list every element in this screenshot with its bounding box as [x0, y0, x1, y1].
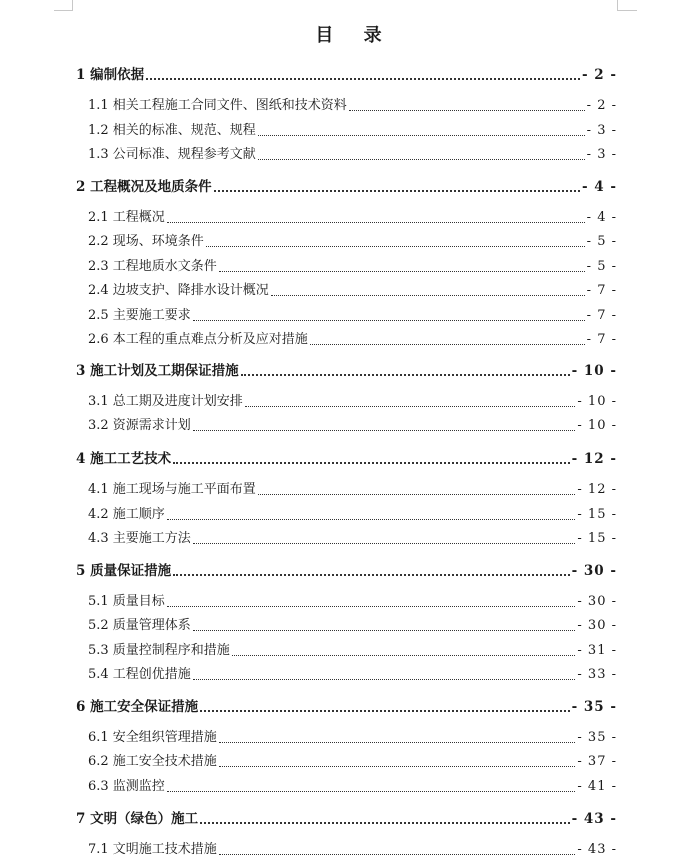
toc-entry-label: 2.6 本工程的重点难点分析及应对措施 — [88, 332, 308, 347]
toc-subsection-4-3[interactable] — [88, 530, 617, 548]
toc-entry-label: 5 质量保证措施 — [76, 563, 172, 579]
toc-entry-label: 1.1 相关工程施工合同文件、图纸和技术资料 — [88, 98, 347, 113]
dot-leader — [200, 822, 570, 824]
dot-leader — [200, 710, 570, 712]
dot-leader — [193, 430, 576, 431]
toc-entry-label: 4.2 施工顺序 — [88, 507, 165, 522]
crop-mark-top-right-horizontal — [617, 10, 637, 11]
dot-leader — [214, 190, 580, 192]
toc-entry-label: 7 文明（绿色）施工 — [76, 811, 199, 827]
dot-leader — [167, 791, 576, 792]
toc-page-number: - 15 - — [577, 507, 617, 522]
toc-page-number: - 2 - — [586, 98, 617, 113]
toc-page-number: - 30 - — [577, 618, 617, 633]
toc-page-number: - 33 - — [577, 667, 617, 682]
toc-page-number: - 43 - — [571, 811, 617, 827]
toc-entry-label: 2.1 工程概况 — [88, 210, 165, 225]
toc-subsection-2-2[interactable] — [88, 233, 617, 251]
toc-subsection-7-1[interactable] — [88, 841, 617, 859]
toc-page-number: - 15 - — [577, 531, 617, 546]
toc-page-number: - 30 - — [571, 563, 617, 579]
toc-subsection-2-3[interactable] — [88, 258, 617, 276]
toc-subsection-1-3[interactable] — [88, 146, 617, 164]
toc-entry-label: 6 施工安全保证措施 — [76, 699, 199, 715]
toc-subsection-3-2[interactable] — [88, 417, 617, 435]
dot-leader — [193, 679, 576, 680]
crop-mark-top-left-horizontal — [54, 10, 73, 11]
dot-leader — [219, 766, 576, 767]
toc-page-number: - 31 - — [577, 643, 617, 658]
toc-page-number: - 43 - — [577, 842, 617, 857]
toc-entry-label: 5.2 质量管理体系 — [88, 618, 191, 633]
toc-entry-label: 7.1 文明施工技术措施 — [88, 842, 217, 857]
toc-entry-label: 6.3 监测监控 — [88, 779, 165, 794]
toc-entry-label: 3 施工计划及工期保证措施 — [76, 363, 239, 379]
toc-section-1[interactable] — [76, 66, 617, 84]
toc-entry-label: 2 工程概况及地质条件 — [76, 179, 212, 195]
toc-entry-label: 5.4 工程创优措施 — [88, 667, 191, 682]
toc-section-3[interactable] — [76, 362, 617, 380]
dot-leader — [193, 543, 576, 544]
toc-page-number: - 3 - — [586, 123, 617, 138]
toc-page-number: - 5 - — [586, 259, 617, 274]
toc-entry-label: 2.3 工程地质水文条件 — [88, 259, 217, 274]
dot-leader — [173, 574, 570, 576]
dot-leader — [206, 246, 585, 247]
toc-section-2[interactable] — [76, 178, 617, 196]
toc-subsection-5-3[interactable] — [88, 642, 617, 660]
toc-subsection-5-4[interactable] — [88, 666, 617, 684]
toc-page-number: - 4 - — [582, 179, 617, 195]
dot-leader — [193, 320, 585, 321]
toc-page-number: - 4 - — [586, 210, 617, 225]
toc-subsection-2-4[interactable] — [88, 282, 617, 300]
toc-page-number: - 2 - — [582, 67, 617, 83]
toc-entry-label: 5.1 质量目标 — [88, 594, 165, 609]
dot-leader — [245, 406, 576, 407]
toc-subsection-6-3[interactable] — [88, 778, 617, 796]
toc-subsection-2-5[interactable] — [88, 307, 617, 325]
toc-subsection-1-1[interactable] — [88, 97, 617, 115]
toc-entry-label: 1.2 相关的标准、规范、规程 — [88, 123, 256, 138]
dot-leader — [241, 374, 570, 376]
dot-leader — [167, 222, 585, 223]
dot-leader — [271, 295, 585, 296]
toc-entry-label: 6.1 安全组织管理措施 — [88, 730, 217, 745]
toc-page-number: - 37 - — [577, 754, 617, 769]
dot-leader — [167, 606, 576, 607]
toc-page-number: - 7 - — [586, 332, 617, 347]
toc-section-6[interactable] — [76, 698, 617, 716]
toc-entry-label: 1 编制依据 — [76, 67, 145, 83]
toc-subsection-5-1[interactable] — [88, 593, 617, 611]
page-title: 目 录 — [315, 25, 394, 46]
toc-page-number: - 41 - — [577, 779, 617, 794]
toc-entry-label: 3.1 总工期及进度计划安排 — [88, 394, 243, 409]
toc-page-number: - 5 - — [586, 234, 617, 249]
toc-entry-label: 2.4 边坡支护、降排水设计概况 — [88, 283, 269, 298]
dot-leader — [219, 854, 576, 855]
dot-leader — [146, 78, 580, 80]
dot-leader — [193, 630, 576, 631]
dot-leader — [219, 271, 585, 272]
toc-page-number: - 35 - — [571, 699, 617, 715]
toc-entry-label: 4.1 施工现场与施工平面布置 — [88, 482, 256, 497]
toc-page-number: - 10 - — [577, 394, 617, 409]
crop-mark-top-right-vertical — [617, 0, 618, 10]
toc-subsection-4-1[interactable] — [88, 481, 617, 499]
toc-subsection-3-1[interactable] — [88, 393, 617, 411]
dot-leader — [167, 519, 576, 520]
dot-leader — [258, 159, 585, 160]
toc-subsection-4-2[interactable] — [88, 506, 617, 524]
toc-page-number: - 7 - — [586, 283, 617, 298]
toc-entry-label: 4.3 主要施工方法 — [88, 531, 191, 546]
toc-page-number: - 12 - — [577, 482, 617, 497]
toc-entry-label: 4 施工工艺技术 — [76, 451, 172, 467]
toc-subsection-6-2[interactable] — [88, 753, 617, 771]
dot-leader — [173, 462, 570, 464]
toc-page-number: - 35 - — [577, 730, 617, 745]
toc-page-number: - 10 - — [577, 418, 617, 433]
toc-subsection-2-6[interactable] — [88, 331, 617, 349]
toc-entry-label: 6.2 施工安全技术措施 — [88, 754, 217, 769]
dot-leader — [310, 344, 585, 345]
toc-entry-label: 3.2 资源需求计划 — [88, 418, 191, 433]
toc-page-number: - 7 - — [586, 308, 617, 323]
dot-leader — [232, 655, 576, 656]
toc-subsection-2-1[interactable] — [88, 209, 617, 227]
toc-entry-label: 1.3 公司标准、规程参考文献 — [88, 147, 256, 162]
toc-section-5[interactable] — [76, 562, 617, 580]
toc-entry-label: 2.5 主要施工要求 — [88, 308, 191, 323]
toc-subsection-1-2[interactable] — [88, 122, 617, 140]
dot-leader — [349, 110, 585, 111]
toc-section-7[interactable] — [76, 810, 617, 828]
toc-subsection-5-2[interactable] — [88, 617, 617, 635]
toc-section-4[interactable] — [76, 450, 617, 468]
toc-page-number: - 10 - — [571, 363, 617, 379]
toc-page-number: - 30 - — [577, 594, 617, 609]
toc-page-number: - 3 - — [586, 147, 617, 162]
toc-subsection-6-1[interactable] — [88, 729, 617, 747]
dot-leader — [258, 135, 585, 136]
dot-leader — [219, 742, 576, 743]
crop-mark-top-left-vertical — [72, 0, 73, 10]
toc-page-number: - 12 - — [571, 451, 617, 467]
dot-leader — [258, 494, 576, 495]
toc-entry-label: 2.2 现场、环境条件 — [88, 234, 204, 249]
toc-entry-label: 5.3 质量控制程序和措施 — [88, 643, 230, 658]
